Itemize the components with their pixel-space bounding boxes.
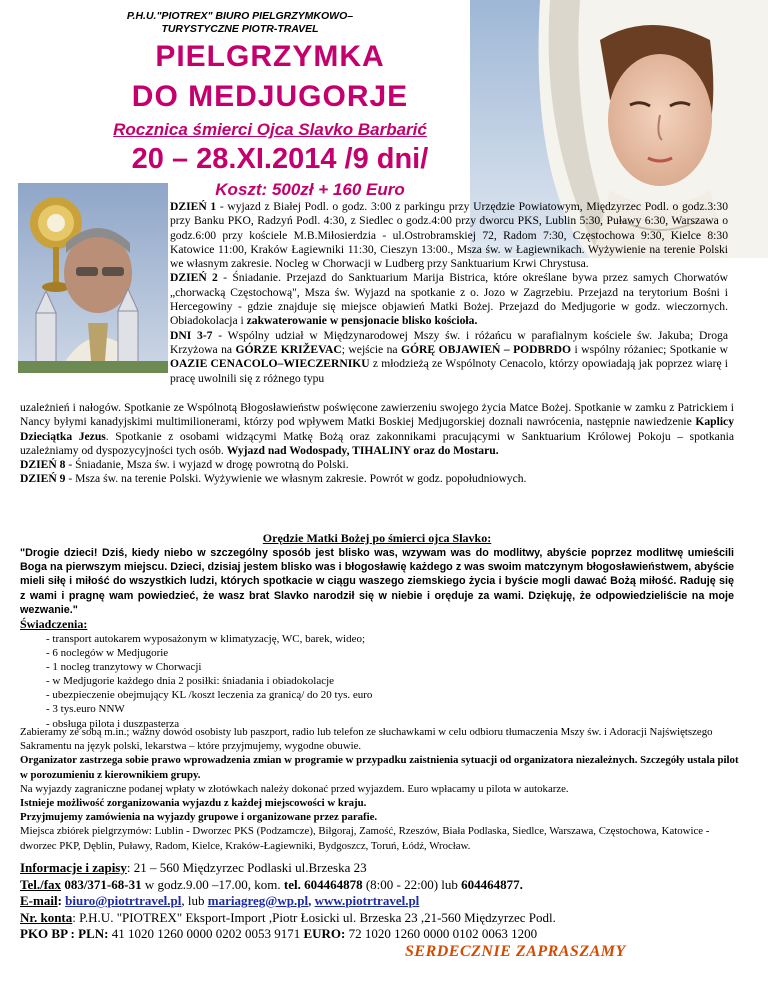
company-name — [125, 10, 355, 36]
notes-meeting-points: Miejsca zbiórek pielgrzymów: Lublin - Dworzec PKS (Podzamcze), Biłgoraj, Zamość, Rzeszów, Biała Podlaska, Siedlce, Warszawa, Częstochowa, Katowice - dworzec PKP, Dęblin, Puławy, Radom, Kielce, Kraków-Łagiewniki, Bydgoszcz, Toruń, Łódź, Wrocław. — [20, 825, 710, 852]
contact-bank-line — [20, 926, 750, 943]
email-link-mariagreg[interactable]: mariagreg@wp.pl — [207, 893, 309, 908]
contact-email-separator: , lub — [181, 893, 205, 908]
contact-account-text: : P.H.U. "PIOTREX" Eksport-Import ,Piotr Łosicki ul. Brzeska 23 ,21-560 Międzyrzec Podl. — [72, 909, 556, 925]
days-3-7-text-c: i wspólny różaniec; Spotkanie w — [574, 342, 728, 356]
contact-block — [20, 860, 750, 943]
services-item: - transport autokarem wyposażonym w klimatyzację, WC, barek, wideo; — [46, 633, 366, 645]
days-3-7-text-e: uzależnień i nałogów. Spotkanie ze Wspólnotą Błogosławieństw poświęcone zawierzeniu swojego życia Matce Bożej. Spotkanie w zamku z Patrickiem i Nancy byłymi kanadyjskimi multimilionerami, którzy pod wpływem Matki Boskiej Medjugorskiej doznali nawrócenia, następnie nawiedzenie — [20, 401, 734, 429]
contact-account-label: Nr. konta — [20, 909, 73, 925]
services-item: - w Medjugorie każdego dnia 2 posiłki: śniadania i obiadokolacje — [46, 675, 335, 688]
day-2-label: DZIEŃ 2 — [170, 271, 218, 285]
priest-photo — [18, 183, 168, 373]
message-text: "Drogie dzieci! Dziś, kiedy niebo w szczególny sposób jest blisko was, wzywam was do modlitwy, abyście poprzez modlitwę umieścili Boga na pierwszym miejscu. Dzieci, dzisiaj jestem blisko was i błogosławię każdego z was swoim matczynym błogosławieństwem, abyście mieli siłę i miłość do wszystkich ludzi, których spotkacie w ciągu waszego ziemskiego życia i byście mogli dawać Bożą miłość. Raduję się z wami i pragnę wam powiedzieć, że wasz brat Slavko narodził się w niebie i oręduje za wami. Dziękuję, że odpowiedzieliście na moje wezwanie." — [20, 547, 734, 616]
days-3-7-cenacolo: OAZIE CENACOLO–WIECZERNIKU — [170, 357, 370, 371]
contact-bank-eur: 72 1020 1260 0000 0102 0063 1200 — [348, 926, 538, 941]
services-list — [46, 632, 646, 731]
notes — [20, 725, 740, 853]
contact-bank-label: PKO BP : PLN: — [20, 926, 109, 941]
message-heading: Orędzie Matki Bożej po śmierci ojca Slavko: — [262, 531, 492, 545]
trip-dates: 20 – 28.XI.2014 /9 dni/ — [131, 143, 429, 175]
page-title-line-1: PIELGRZYMKA — [155, 40, 385, 73]
services-item: - 3 tys.euro NNW — [46, 703, 125, 716]
days-3-7-label: DNI 3-7 — [170, 328, 213, 342]
trip-cost: Koszt: 500zł + 160 Euro — [215, 180, 405, 199]
website-link[interactable]: www.piotrtravel.pl — [314, 893, 420, 908]
services-item: - obsługa pilota i duszpasterza — [46, 717, 180, 730]
contact-phone-number[interactable]: 083/371-68-31 — [64, 876, 142, 892]
contact-bank-pln: 41 1020 1260 0000 0202 0053 9171 — [111, 926, 301, 941]
contact-mobile-1-hours: (8:00 - 22:00) lub — [365, 876, 458, 892]
services-heading: Świadczenia: — [20, 617, 88, 631]
company-line-2: TURYSTYCZNE PIOTR-TRAVEL — [161, 23, 319, 35]
program-days — [170, 200, 728, 386]
days-3-7-text-a: - Wspólny udział w Międzynarodowej Mszy św. i różańcu w parafialnym kościele św. Jakuba; Droga Krzyżowa na — [170, 328, 728, 356]
day-2-accommodation: zakwaterowanie w pensjonacie blisko kościoła. — [246, 314, 478, 328]
days-3-7-krizevac: GÓRZE KRIŽEVAC — [235, 342, 342, 356]
contact-email-label: E-mail — [20, 893, 58, 908]
day-2-text: - Śniadanie. Przejazd do Sanktuarium Marija Bistrica, które określane bywa przez samych Chorwatów „chorwacką Częstochową", Msza św. Wyjazd na spotkanie z o. Jozo w Zagrzebiu. Przejazd na terytorium Bośni i Hercegowiny - gdzie znajduje się miejsce objawień Matki Bożej. Przejazd do Medjugorie w godz. wieczornych. Obiadokolacja i — [170, 271, 729, 328]
closing-invitation: SERDECZNIE ZAPRASZAMY — [405, 943, 626, 960]
day-1-label: DZIEŃ 1 — [170, 200, 217, 213]
contact-info-label: Informacje i zapisy — [20, 860, 127, 875]
contact-info-line — [20, 860, 750, 877]
contact-mobile-1[interactable]: 604464878 — [304, 876, 363, 892]
day-9-text: - Msza św. na terenie Polski. Wyżywienie we własnym zakresie. Powrót w godz. popołudniowych. — [68, 472, 527, 486]
days-3-7-text-d: z młodzieżą ze Wspólnoty Cenacolo, którzy opowiadają jak poprzez wiarę i pracę uwolnili się z różnego typu — [170, 357, 728, 385]
contact-bank-eur-label: EURO: — [303, 926, 346, 941]
days-3-7-excursion: Wyjazd nad Wodospady, TIHALINY oraz do Mostaru — [226, 443, 496, 457]
notes-groups: Przyjmujemy zamówienia na wyjazdy grupowe i organizowane przez parafie. — [20, 811, 378, 824]
subtitle: Rocznica śmierci Ojca Slavko Barbarić — [113, 120, 427, 139]
notes-departure: Istnieje możliwość zorganizowania wyjazdu z każdej miejscowości w kraju. — [20, 797, 367, 810]
contact-email-line: E-mail: biuro@piotrtravel.pl, lub mariagreg@wp.pl, www.piotrtravel.pl — [20, 893, 420, 908]
contact-mobile-prefix: tel. — [283, 876, 301, 892]
contact-phone-label: Tel./fax — [20, 876, 62, 892]
day-9-label: DZIEŃ 9 — [20, 472, 66, 486]
contact-info-address: : 21 – 560 Międzyrzec Podlaski ul.Brzeska 23 — [126, 860, 367, 875]
notes-bring: Zabieramy ze sobą m.in.; ważny dowód osobisty lub paszport, radio lub telefon ze słuchawkami w celu odbioru tłumaczenia Mszy św. i Adoracji Najświętszego Sakramentu na język polski, lekarstwa – które przyjmujemy, wygodne obuwie. — [20, 726, 713, 753]
days-3-7-text-f: . Spotkanie z osobami widzącymi Matkę Bożą oraz zakonnikami pracującymi w Sanktuarium Królowej Pokoju – spotkania uzależniamy od dyspozycyjności tych osób. — [20, 429, 734, 457]
day-8-text: - Śniadanie, Msza św. i wyjazd w drogę powrotną do Polski. — [68, 458, 349, 472]
contact-phone-hours: w godz.9.00 –17.00, kom. — [144, 876, 281, 892]
contact-mobile-2[interactable]: 604464877. — [461, 876, 523, 892]
notes-payment: Na wyjazdy zagraniczne podanej wpłaty w złotówkach należy dokonać przed wyjazdem. Euro wpłacamy u pilota w autokarze. — [20, 782, 569, 795]
contact-account-line — [20, 910, 750, 927]
page-title-line-2: DO MEDJUGORJE — [131, 80, 409, 113]
day-8-label: DZIEŃ 8 — [20, 458, 66, 472]
days-3-7-chapel: Kaplicy Dzieciątka Jezus — [20, 415, 734, 443]
contact-phone-line — [20, 877, 750, 894]
program-days-continued: uzależnień i nałogów. Spotkanie ze Wspólnotą Błogosławieństw poświęcone zawierzeniu swojego życia Matce Bożej. Spotkanie w zamku z Patrickiem i Nancy byłymi kanadyjskimi multimilionerami, którzy pod wpływem Matki Boskiej Medjugorskiej doznali nawrócenia, następnie nawiedzenie Kaplicy Dzieciątka Jezus. Spotkanie z osobami widzącymi Matkę Bożą oraz zakonnikami pracującymi w Sanktuarium Królowej Pokoju – spotkania uzależniamy od dyspozycyjności tych osób. Wyjazd nad Wodospady, TIHALINY oraz do Mostaru. DZIEŃ 8 - Śniadanie, Msza św. i wyjazd w drogę powrotną do Polski. DZIEŃ 9 - Msza św. na terenie Polski. Wyżywienie we własnym zakresie. Powrót w godz. popołudniowych. — [20, 401, 734, 486]
services-item: - ubezpieczenie obejmujący KL /koszt leczenia za granicą/ do 20 tys. euro — [46, 689, 373, 702]
email-link-biuro[interactable]: biuro@piotrtravel.pl — [65, 893, 182, 908]
services-item: - 6 noclegów w Medjugorie — [46, 647, 169, 660]
days-3-7-text-b: ; wejście na — [341, 342, 398, 356]
company-line-1: P.H.U."PIOTREX" BIURO PIELGRZYMKOWO– — [126, 10, 354, 22]
services-item: - 1 nocleg tranzytowy w Chorwacji — [46, 661, 202, 674]
day-1-text: - wyjazd z Białej Podl. o godz. 3:00 z parkingu przy Urzędzie Powiatowym, Międzyrzec Podl. o godz.3:30 przy Banku PKO, Radzyń Podl. 4:30, z Siedlec o godz.4:00 przy dworcu PKS, Lublin 5:30, Puławy 6:30, Warszawa o godz.6:00 przy kościele M.B.Miłosierdzia - ul.Ostrobramskiej 72, Radom 7:30, Częstochowa 9:30, Kielce 8:30 Katowice 11:00, Kraków Łagiewniki 11:30, Cieszyn 13:00., Msza św. w Łagiewnikach. Wyżywienie na terenie Polski we własnym zakresie. Nocleg w Chorwacji w Ludberg przy Sanktuarium Krwi Chrystusa. — [170, 200, 728, 271]
days-3-7-podbrdo: GÓRĘ OBJAWIEŃ – PODBRDO — [401, 342, 572, 356]
notes-changes: Organizator zastrzega sobie prawo wprowadzenia zmian w programie w przypadku zaistnienia sytuacji od organizatora niezależnych. Szczegóły ustala pilot w porozumieniu z kierownikiem grupy. — [20, 754, 739, 781]
